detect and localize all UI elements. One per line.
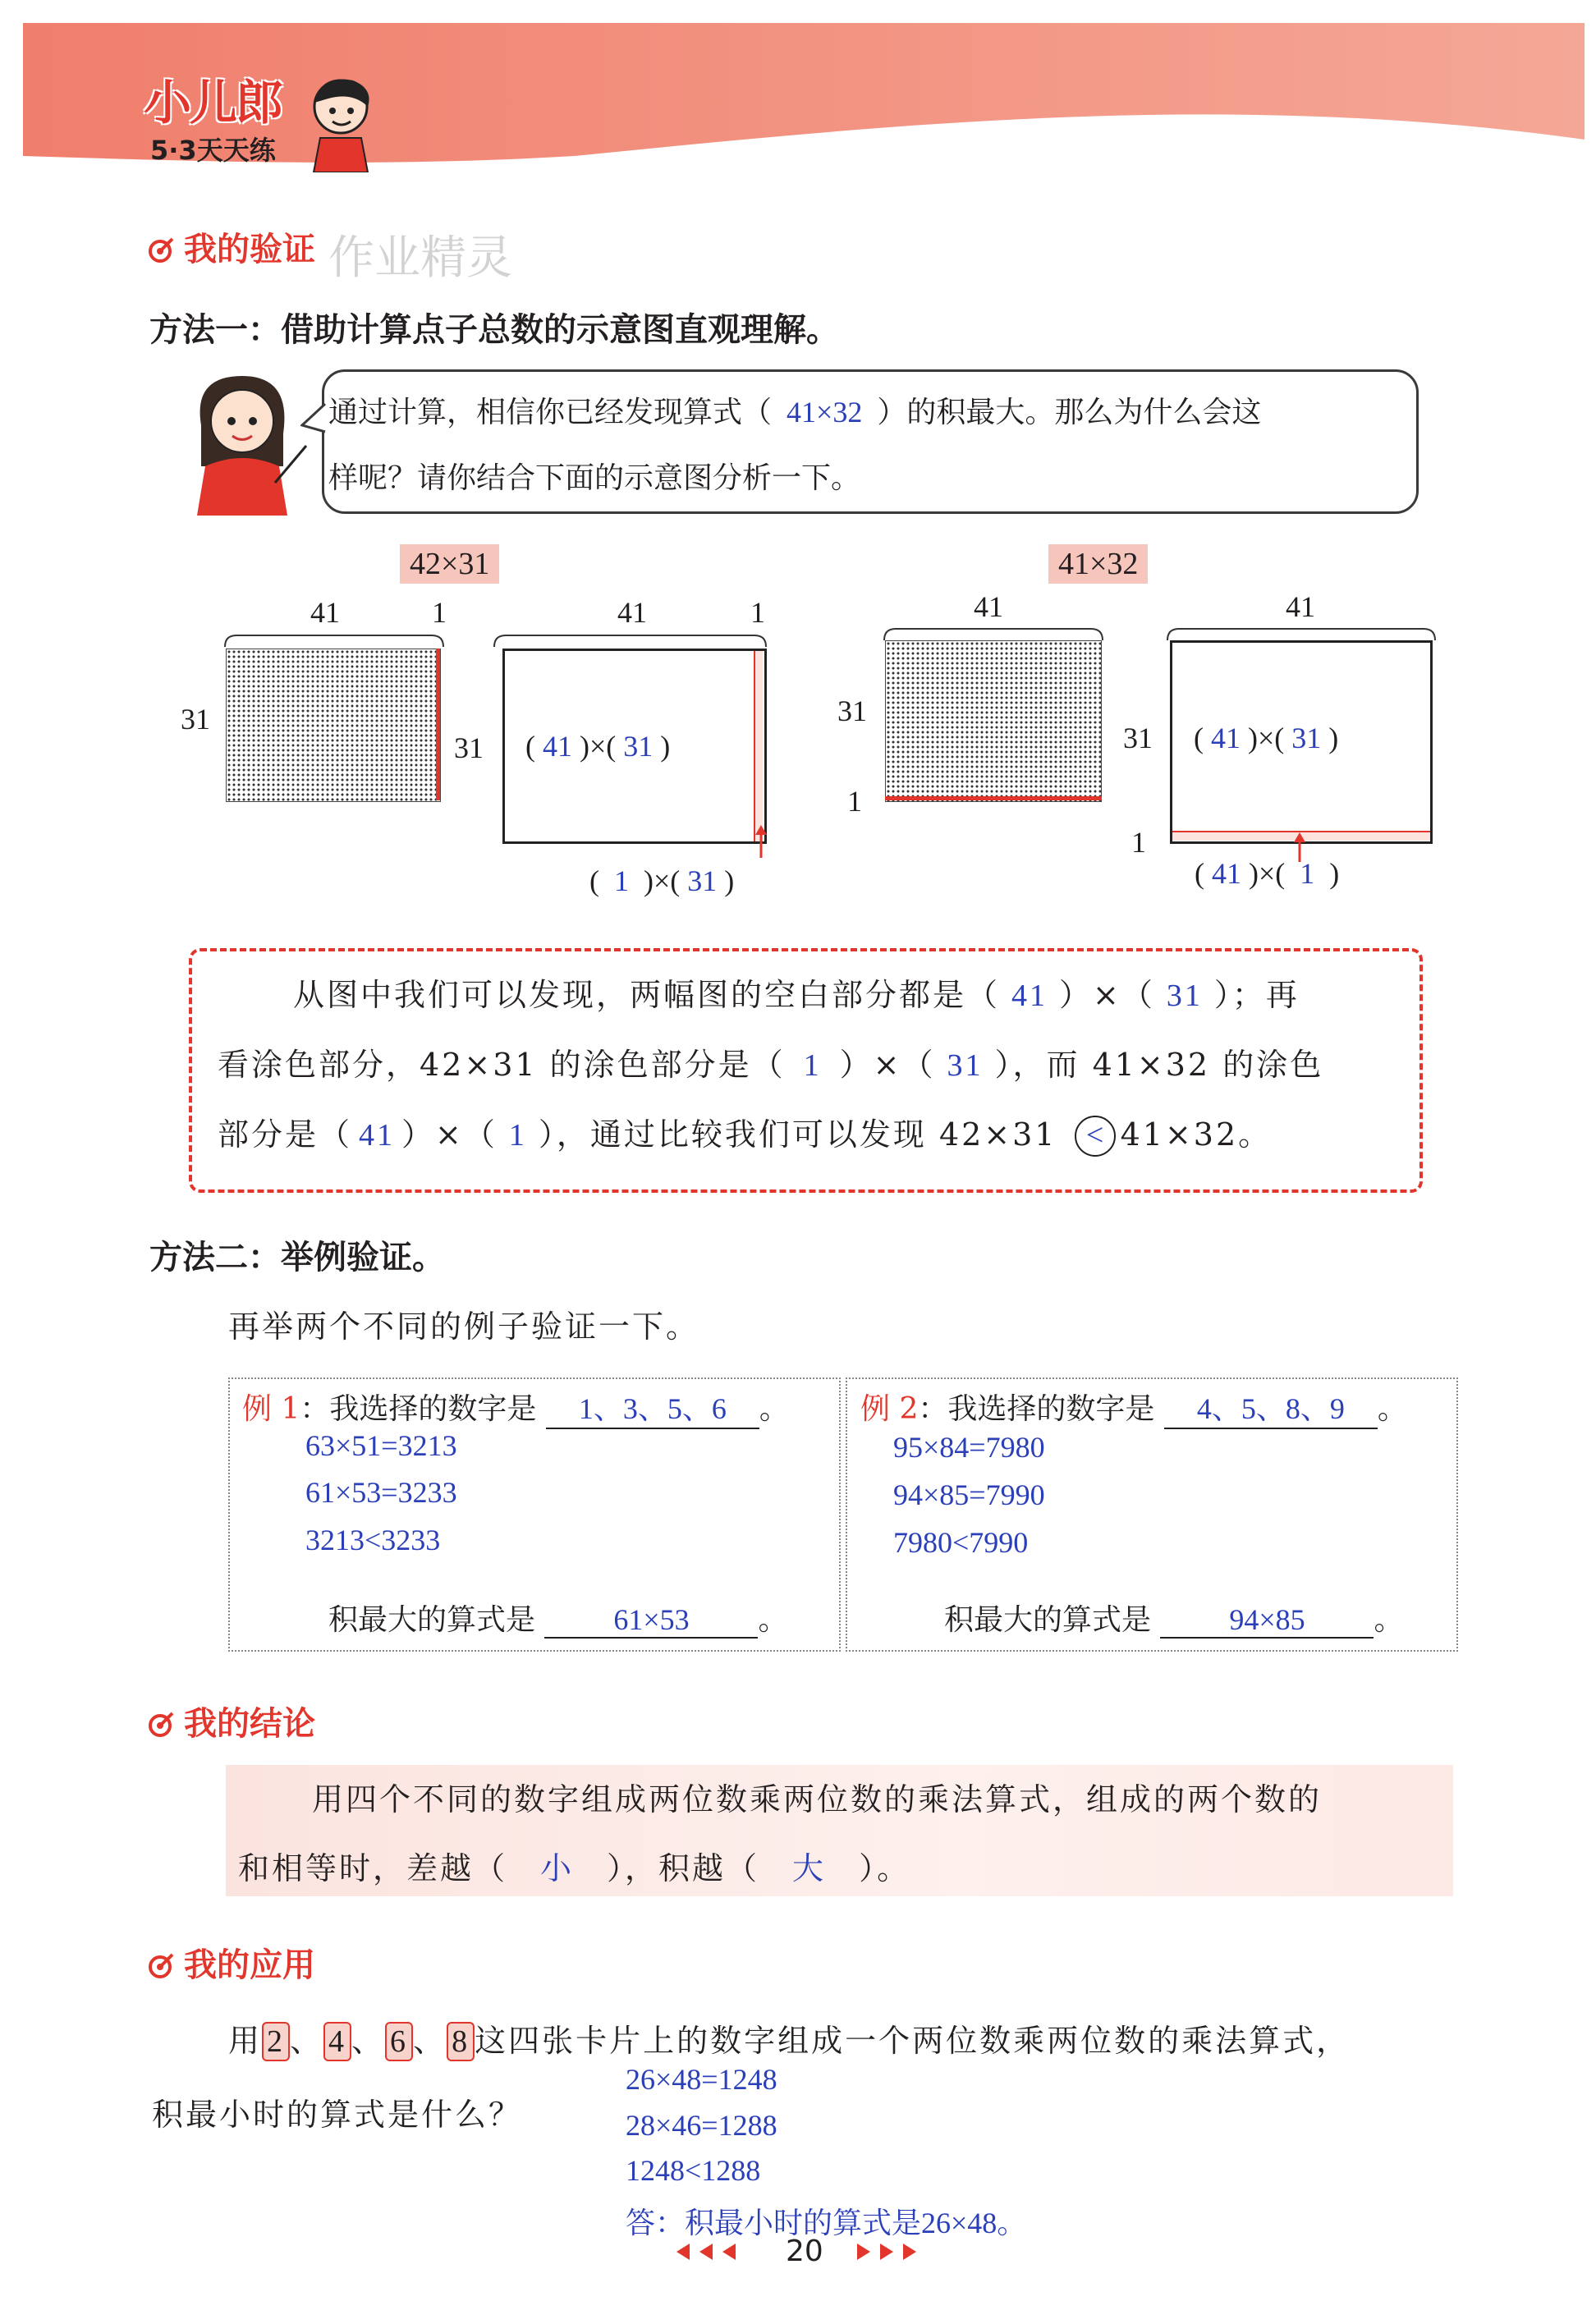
logo-text: 小儿郎 (144, 75, 282, 131)
conclusion-l2-pre: 和相等时，差越（ (238, 1850, 508, 1886)
left-dot-strip (436, 649, 440, 800)
note-l3-mid: ），通过比较我们可以发现 42×31 (538, 1116, 1057, 1153)
page-number: 20 (786, 2235, 823, 2268)
next-arrows-icon (854, 2241, 928, 2262)
conclusion-answer1: 小 (540, 1852, 575, 1886)
section-verify-label: 我的验证 (184, 231, 315, 268)
example1-line3: 3213<3233 (305, 1524, 441, 1556)
right-dots-side-bottom-label: 1 (847, 785, 862, 818)
right-dots-side-label: 31 (837, 694, 867, 727)
right-frame-inner: ( 41 )×( 31 ) (1194, 722, 1339, 754)
left-frame-top-right-label: 1 (750, 596, 765, 629)
example1-header (242, 1386, 789, 1429)
digit-card-4: 4 (323, 2022, 351, 2061)
note-l2-post: ），而 41×32 的涂色 (994, 1047, 1324, 1083)
note-a3: 1 (803, 1048, 822, 1083)
mascot-boy-icon (304, 74, 378, 172)
left-inner-a: 41 (543, 730, 572, 763)
left-frame-side-label: 31 (454, 731, 484, 764)
example2-result (944, 1597, 1403, 1639)
example1-period: 。 (759, 1392, 789, 1426)
note-l3-post: 41×32。 (1120, 1116, 1273, 1153)
apply-answer-line1: 26×48=1248 (626, 2063, 777, 2096)
example2-prompt: ：我选择的数字是 (918, 1392, 1155, 1426)
watermark: 作业精灵 (328, 231, 512, 285)
example2-result-value: 94×85 (1160, 1602, 1374, 1639)
bubble-text (328, 379, 1412, 511)
method2-intro: 再举两个不同的例子验证一下。 (228, 1309, 700, 1345)
note-compare-symbol: < (1075, 1116, 1116, 1157)
apply-post: 这四张卡片上的数字组成一个两位数乘两位数的乘法算式， (475, 2023, 1351, 2059)
example1-result-value: 61×53 (544, 1602, 758, 1639)
example1-prompt: ：我选择的数字是 (300, 1392, 537, 1426)
target-icon (148, 1951, 176, 1979)
note-l2-pre: 看涂色部分，42×31 的涂色部分是（ (218, 1047, 786, 1083)
target-icon (148, 236, 176, 264)
conclusion-text (238, 1765, 1453, 1904)
left-dots-brace-top (223, 632, 445, 649)
example1-result-label: 积最大的算式是 (328, 1603, 536, 1637)
example2-line1: 95×84=7980 (893, 1431, 1045, 1464)
left-frame-top-label: 41 (617, 596, 647, 629)
note-l1-post: ）；再 (1213, 977, 1300, 1013)
left-strip-arrow (753, 825, 769, 858)
prev-arrows-icon (673, 2241, 747, 2262)
apply-sep-3: 、 (413, 2023, 447, 2059)
left-diagram-tag: 42×31 (400, 544, 499, 584)
left-dots-top-right-label: 1 (432, 596, 447, 629)
bubble-line2: 样呢？请你结合下面的示意图分析一下。 (328, 461, 861, 495)
right-frame-side-label: 31 (1123, 722, 1153, 754)
left-dots-side-label: 31 (181, 703, 210, 736)
note-l1-pre: 从图中我们可以发现，两幅图的空白部分都是（ (293, 977, 1001, 1013)
right-strip-b: 1 (1300, 857, 1315, 890)
note-a1: 41 (1011, 979, 1048, 1013)
apply-answer-line2: 28×46=1288 (626, 2109, 777, 2142)
example1-result-period: 。 (758, 1603, 788, 1637)
right-dot-strip (885, 796, 1102, 800)
observation-text (218, 960, 1400, 1170)
example2-label: 例 2 (860, 1392, 919, 1426)
example1-line1: 63×51=3213 (305, 1429, 457, 1462)
apply-pre: 用 (228, 2023, 263, 2059)
right-frame-side-bottom-label: 1 (1131, 826, 1146, 859)
right-strip-expr: ( 41 )×( 1 ) (1195, 857, 1340, 890)
digit-card-2: 2 (262, 2022, 290, 2061)
digit-card-8: 8 (447, 2022, 475, 2061)
apply-question-line1 (228, 2015, 1350, 2061)
left-strip-a: 1 (614, 864, 629, 897)
series-name: 5·3天天练 (150, 135, 276, 166)
apply-answer-line3: 1248<1288 (626, 2154, 761, 2187)
section-conclusion-label: 我的结论 (184, 1705, 315, 1743)
conclusion-line1: 用四个不同的数字组成两位数乘两位数的乘法算式，组成的两个数的 (312, 1781, 1323, 1817)
apply-sep-1: 、 (290, 2023, 324, 2059)
note-a5: 41 (359, 1118, 396, 1153)
example1-digits: 1、3、5、6 (546, 1386, 759, 1429)
section-verify-title (148, 223, 315, 270)
right-dots-top-label: 41 (974, 590, 1003, 623)
right-frame-top-label: 41 (1286, 590, 1315, 623)
example2-period: 。 (1377, 1392, 1407, 1426)
conclusion-answer2: 大 (792, 1852, 827, 1886)
note-x1: ）×（ (1059, 977, 1155, 1013)
section-apply-title (148, 1939, 315, 1986)
bubble-line1-post: ）的积最大。那么为什么会这 (877, 396, 1262, 429)
apply-answer-line4: 答：积最小时的算式是26×48。 (626, 2207, 1027, 2239)
method2-heading: 方法二：举例验证。 (149, 1239, 445, 1277)
example1-label: 例 1 (242, 1392, 300, 1426)
example1-result (328, 1597, 787, 1639)
left-frame-inner: ( 41 )×( 31 ) (525, 730, 671, 763)
right-strip-a: 41 (1212, 857, 1241, 890)
note-a4: 31 (947, 1048, 984, 1083)
example2-header (860, 1386, 1407, 1429)
digit-card-6: 6 (385, 2022, 413, 2061)
example1-line2: 61×53=3233 (305, 1476, 457, 1509)
left-strip-expr: ( 1 )×( 31 ) (589, 864, 735, 897)
right-dot-grid (885, 640, 1102, 802)
method1-heading: 方法一：借助计算点子总数的示意图直观理解。 (149, 311, 839, 349)
right-dots-brace-top (883, 626, 1104, 642)
conclusion-l2-mid: ），积越（ (607, 1850, 760, 1886)
note-a6: 1 (508, 1118, 527, 1153)
target-icon (148, 1710, 176, 1738)
note-l3-pre: 部分是（ (218, 1116, 353, 1153)
note-x3: ）×（ (401, 1116, 498, 1153)
left-strip-b: 31 (687, 864, 718, 897)
example2-line2: 94×85=7990 (893, 1478, 1045, 1511)
note-x2: ）×（ (839, 1047, 936, 1083)
right-inner-b: 31 (1291, 722, 1322, 754)
right-frame-brace-top (1166, 626, 1437, 642)
left-dots-top-label: 41 (310, 596, 340, 629)
left-frame-strip (754, 651, 763, 841)
apply-sep-2: 、 (351, 2023, 386, 2059)
teacher-icon (185, 368, 308, 516)
section-apply-label: 我的应用 (184, 1946, 315, 1984)
example2-result-label: 积最大的算式是 (944, 1603, 1152, 1637)
bubble-tail (300, 402, 327, 435)
apply-question-line2: 积最小时的算式是什么？ (152, 2097, 523, 2133)
example2-result-period: 。 (1374, 1603, 1404, 1637)
left-frame-brace-top (493, 632, 768, 649)
bubble-line1-pre: 通过计算，相信你已经发现算式（ (328, 396, 773, 429)
left-dot-grid (226, 649, 441, 802)
note-a2: 31 (1166, 979, 1203, 1013)
example2-line3: 7980<7990 (893, 1526, 1029, 1559)
example2-digits: 4、5、8、9 (1164, 1386, 1378, 1429)
left-inner-b: 31 (623, 730, 654, 763)
right-diagram-tag: 41×32 (1048, 544, 1148, 584)
conclusion-l2-post: ）。 (859, 1850, 911, 1886)
section-conclusion-title (148, 1698, 315, 1744)
bubble-answer: 41×32 (787, 396, 863, 429)
right-inner-a: 41 (1211, 722, 1241, 754)
